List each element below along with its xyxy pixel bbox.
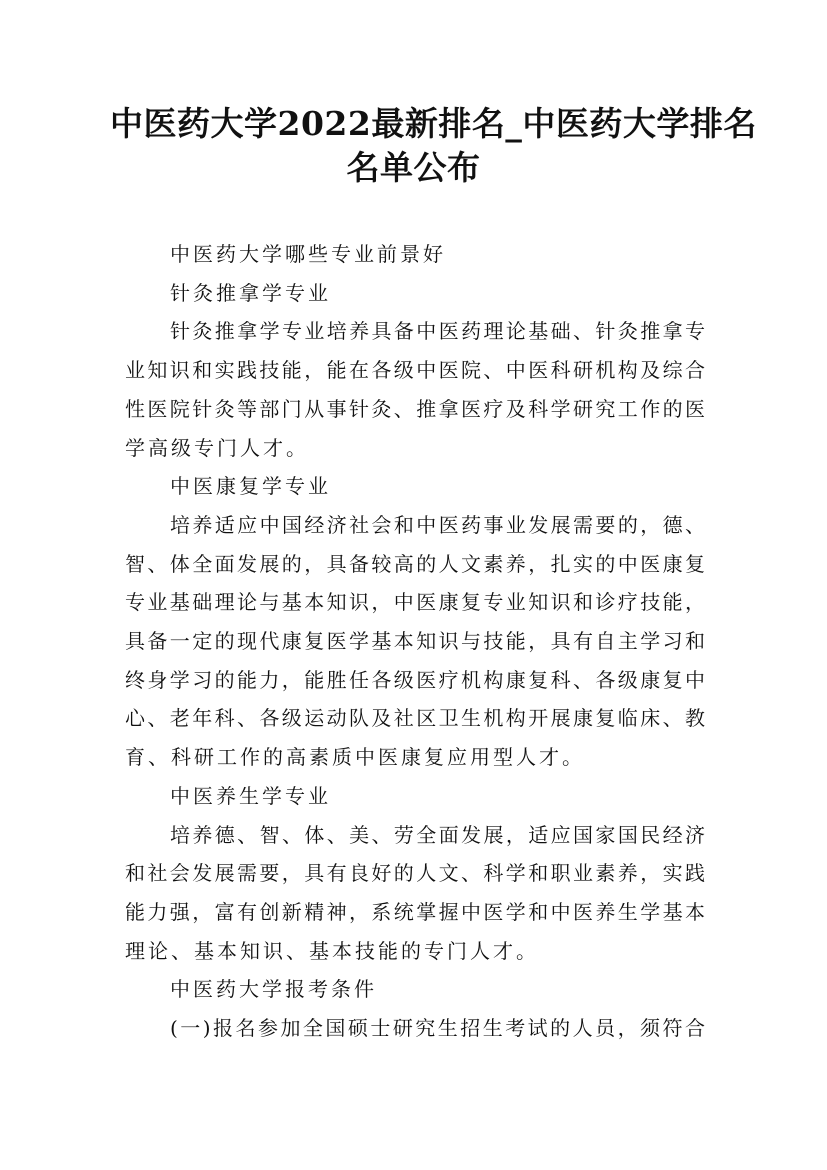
- paragraph-line: 心、老年科、各级运动队及社区卫生机构开展康复临床、教: [125, 706, 705, 731]
- section-heading: 中医康复学专业: [170, 474, 331, 499]
- section-heading: 中医药大学哪些专业前景好: [170, 242, 446, 266]
- paragraph-line: 智、体全面发展的，具备较高的人文素养，扎实的中医康复: [125, 551, 705, 576]
- section-heading: 针灸推拿学专业: [170, 280, 331, 305]
- paragraph-line: 培养德、智、体、美、劳全面发展，适应国家国民经济: [170, 822, 705, 847]
- paragraph-line: 专业基础理论与基本知识，中医康复专业知识和诊疗技能，: [125, 590, 705, 615]
- paragraph-line: 育、科研工作的高素质中医康复应用型人才。: [125, 745, 585, 770]
- paragraph-line: 能力强，富有创新精神，系统掌握中医学和中医养生学基本: [125, 899, 705, 924]
- document-title-line-2: 名单公布: [346, 148, 481, 187]
- paragraph-line: (一)报名参加全国硕士研究生招生考试的人员，须符合: [170, 1016, 705, 1040]
- document-title-line-1: 中医药大学2022最新排名_中医药大学排名: [110, 104, 757, 143]
- paragraph-line: 业知识和实践技能，能在各级中医院、中医科研机构及综合: [125, 358, 705, 383]
- paragraph-line: 理论、基本知识、基本技能的专门人才。: [125, 938, 539, 963]
- paragraph-line: 针灸推拿学专业培养具备中医药理论基础、针灸推拿专: [170, 319, 705, 344]
- paragraph-line: 终身学习的能力，能胜任各级医疗机构康复科、各级康复中: [125, 667, 705, 692]
- paragraph-line: 和社会发展需要，具有良好的人文、科学和职业素养，实践: [125, 861, 705, 886]
- paragraph-line: 学高级专门人才。: [125, 435, 309, 460]
- paragraph-line: 培养适应中国经济社会和中医药事业发展需要的，德、: [170, 512, 705, 537]
- section-heading: 中医药大学报考条件: [170, 977, 377, 1002]
- paragraph-line: 性医院针灸等部门从事针灸、推拿医疗及科学研究工作的医: [125, 396, 705, 421]
- section-heading: 中医养生学专业: [170, 783, 331, 808]
- paragraph-line: 具备一定的现代康复医学基本知识与技能，具有自主学习和: [125, 629, 705, 653]
